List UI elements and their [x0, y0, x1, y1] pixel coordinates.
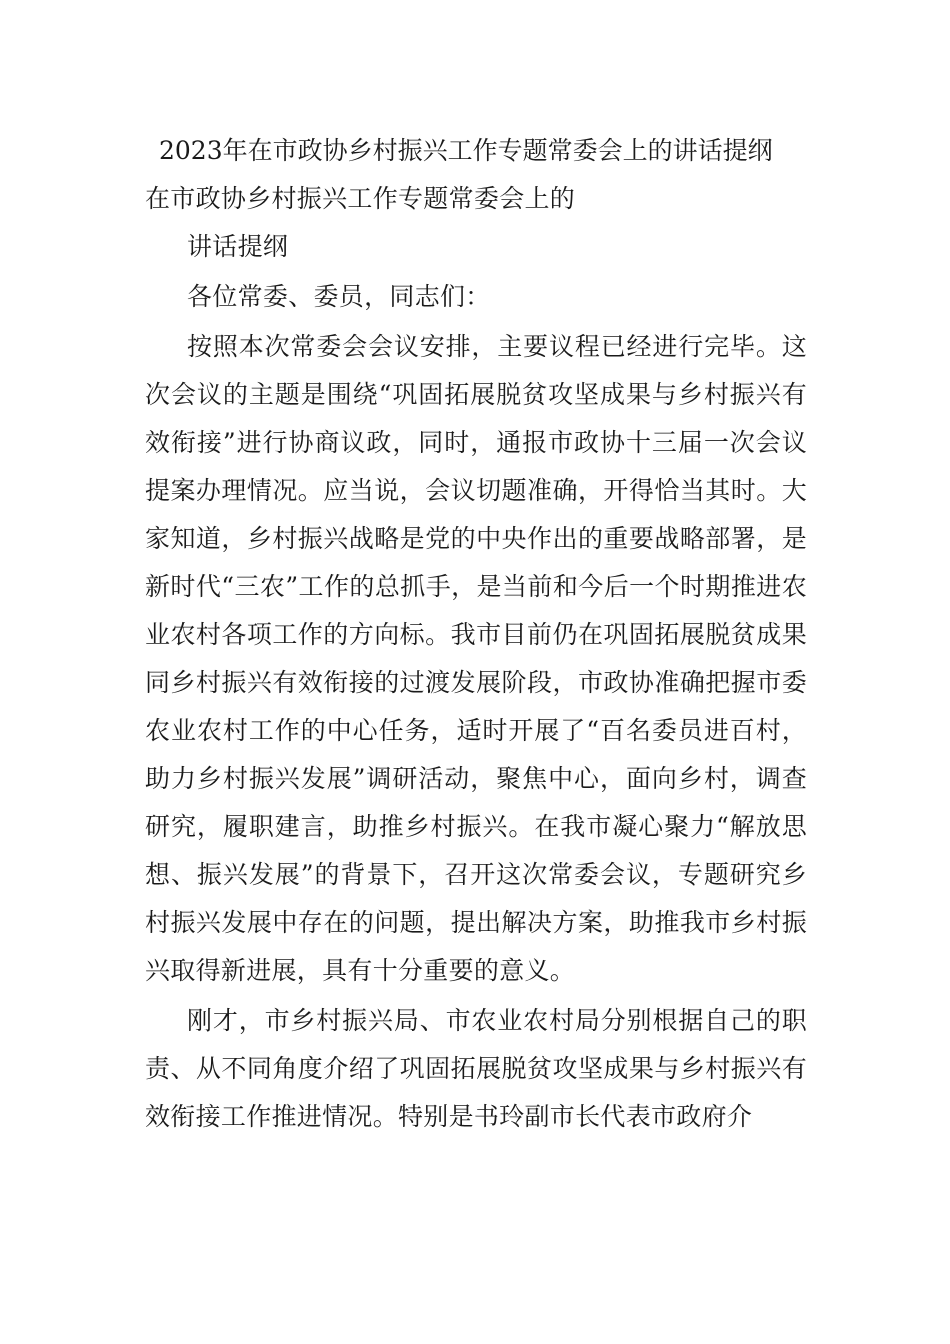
- paragraph-1: 按照本次常委会会议安排，主要议程已经进行完毕。这次会议的主题是围绕“巩固拓展脱贫攻坚成果与乡村振兴有效衔接”进行协商议政，同时，通报市政协十三届一次会议提案办理情况。应当说，会议切题准确，开得恰当其时。大家知道，乡村振兴战略是党的中央作出的重要战略部署，是新时代“三农”工作的总抓手，是当前和今后一个时期推进农业农村各项工作的方向标。我市目前仍在巩固拓展脱贫成果同乡村振兴有效衔接的过渡发展阶段，市政协准确把握市委农业农村工作的中心任务，适时开展了“百名委员进百村，助力乡村振兴发展”调研活动，聚焦中心，面向乡村，调查研究，履职建言，助推乡村振兴。在我市凝心聚力“解放思想、振兴发展”的背景下，召开这次常委会议，专题研究乡村振兴发展中存在的问题，提出解决方案，助推我市乡村振兴取得新进展，具有十分重要的意义。: [145, 332, 807, 985]
- subtitle-line-2: 讲话提纲: [187, 232, 289, 261]
- subtitle-line-1: 在市政协乡村振兴工作专题常委会上的: [145, 184, 576, 213]
- document-title: 2023年在市政协乡村振兴工作专题常委会上的讲话提纲: [159, 136, 773, 165]
- document-page: [145, 127, 807, 1141]
- salutation: 各位常委、委员，同志们：: [187, 282, 491, 311]
- paragraph-2: 刚才，市乡村振兴局、市农业农村局分别根据自己的职责、从不同角度介绍了巩固拓展脱贫攻坚成果与乡村振兴有效衔接工作推进情况。特别是书玲副市长代表市政府介: [145, 1006, 807, 1131]
